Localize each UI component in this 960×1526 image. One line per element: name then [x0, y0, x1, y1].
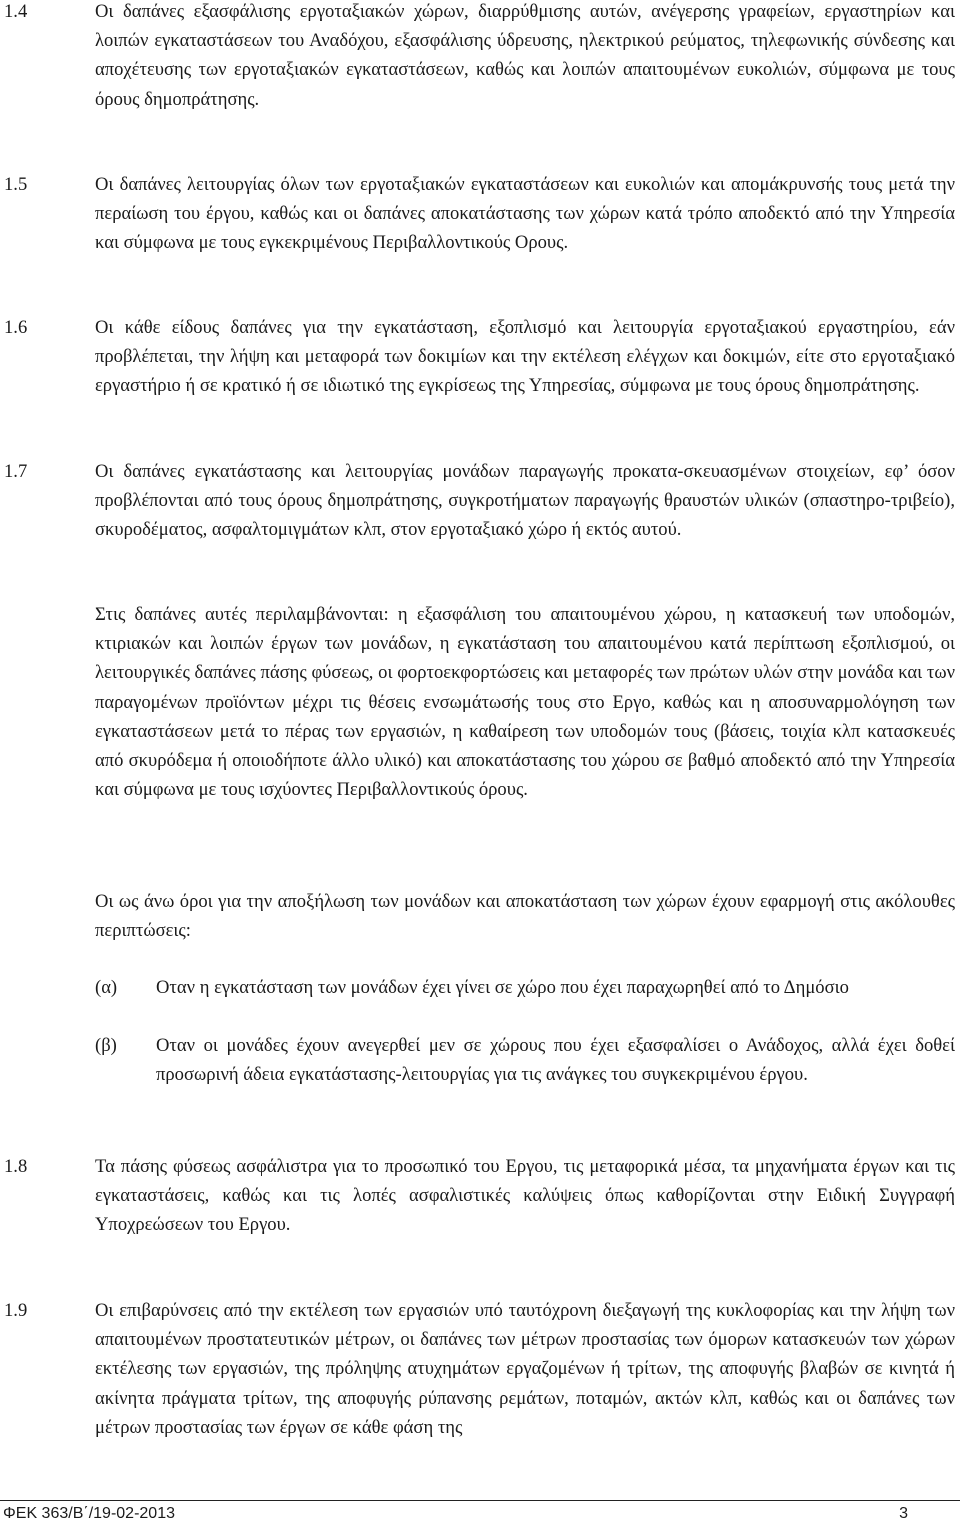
clause-paragraph: Στις δαπάνες αυτές περιλαμβάνονται: η εξασφάλιση του απαιτουμένου χώρου, η κατασκευή των υποδομών, κτιριακών και λοιπών έργων των μονάδων, η εγκατάσταση του απαιτουμένου κατά περίπτωση εξοπλισμού, οι λειτουργικές δαπάνες πάσης φύσεως, οι φορτοεκφορτώσεις και μεταφορές των πρώτων υλών στην μονάδα και των παραγομένων προϊόντων μέχρι τις θέσεις ενσωμάτωσής τους στο Εργο, καθώς και η αποσυναρμολόγηση των εγκαταστάσεων μετά το πέρας των εργασιών, η καθαίρεση των υποδομών τους (βάσεις, τοιχία κλπ κατασκευές από σκυρόδεμα ή οποιοδήποτε άλλο υλικό) και αποκατάστασης του χώρου σε βαθμό αποδεκτό από την Υπηρεσία και σύμφωνα με τους ισχύοντες Περιβαλλοντικούς όρους. [95, 604, 955, 801]
clause-number: 1.4 [4, 1, 28, 22]
clause-text: Οι δαπάνες εξασφάλισης εργοταξιακών χώρων, διαρρύθμισης αυτών, ανέγερσης γραφείων, εργαστηρίων και λοιπών εγκαταστάσεων του Αναδόχου, εξασφάλισης ύδρευσης, ηλεκτρικού ρεύματος, τηλεφωνικής σύνδεσης και αποχέτευσης των εργοταξιακών εγκαταστάσεων, καθώς και λοιπών απαιτουμένων ευκολιών, σύμφωνα με τους όρους δημοπράτησης. [95, 1, 955, 110]
clause-text: Οι δαπάνες εγκατάστασης και λειτουργίας μονάδων παραγωγής προκατα-σκευασμένων στοιχείων, εφ’ όσον προβλέπονται από τους όρους δημοπράτησης, συγκροτήματων παραγωγής θραυστών υλικών (σπαστηρο-τριβείο), σκυροδέματος, ασφαλτομιγμάτων κλπ, στον εργοταξιακό χώρο ή εκτός αυτού. [95, 461, 955, 541]
clause-paragraph: Οι ως άνω όροι για την αποξήλωση των μονάδων και αποκατάσταση των χώρων έχουν εφαρμογή στις ακόλουθες περιπτώσεις: [95, 891, 955, 942]
gazette-reference: ΦΕΚ 363/Β΄/19-02-2013 [3, 1505, 175, 1522]
page-number: 3 [899, 1505, 908, 1522]
clause-text: Τα πάσης φύσεως ασφάλιστρα για το προσωπικό του Εργου, τις μεταφορικά μέσα, τα μηχανήματα έργων και τις εγκαταστάσεις, καθώς και τις λοπές ασφαλιστικές καλύψεις όπως καθορίζονται στην Ειδική Συγγραφή Υποχρεώσεων του Εργου. [95, 1156, 955, 1236]
case-label: (β) [95, 1035, 117, 1056]
clause-number: 1.7 [4, 461, 28, 482]
clause-text: Οι επιβαρύνσεις από την εκτέλεση των εργασιών υπό ταυτόχρονη διεξαγωγή της κυκλοφορίας και την λήψη των απαιτουμένων προστατευτικών μέτρων, οι δαπάνες των μέτρων προστασίας των όμορων κατασκευών των χώρων εκτέλεσης των εργασιών, της πρόληψης ατυχημάτων εργαζομένων ή τρίτων, της αποφυγής βλαβών σε κινητά ή ακίνητα πράγματα τρίτων, της αποφυγής ρύπανσης ρεμάτων, ποταμών, ακτών κλπ, καθώς και οι δαπάνες των μέτρων προστασίας των έργων σε κάθε φάση της [95, 1300, 955, 1438]
case-text: Οταν οι μονάδες έχουν ανεγερθεί μεν σε χώρους που έχει εξασφαλίσει ο Ανάδοχος, αλλά έχει δοθεί προσωρινή άδεια εγκατάστασης-λειτουργίας για τις ανάγκες του συγκεκριμένου έργου. [156, 1035, 955, 1086]
clause-number: 1.9 [4, 1300, 28, 1321]
footer-divider [0, 1500, 960, 1501]
case-label: (α) [95, 977, 118, 998]
case-text: Οταν η εγκατάσταση των μονάδων έχει γίνει σε χώρο που έχει παραχωρηθεί από το Δημόσιο [156, 977, 849, 998]
clause-text: Οι κάθε είδους δαπάνες για την εγκατάσταση, εξοπλισμό και λειτουργία εργοταξιακού εργαστηρίου, εάν προβλέπεται, την λήψη και μεταφορά των δοκιμίων και την εκτέλεση ελέγχων και δοκιμών, είτε στο εργοταξιακό εργαστήριο ή σε κρατικό ή σε ιδιωτικό της εγκρίσεως της Υπηρεσίας, σύμφωνα με τους όρους δημοπράτησης. [95, 317, 955, 397]
clause-number: 1.8 [4, 1156, 28, 1177]
clause-text: Οι δαπάνες λειτουργίας όλων των εργοταξιακών εγκαταστάσεων και ευκολιών και απομάκρυνσής τους μετά την περαίωση του έργου, καθώς και οι δαπάνες αποκατάστασης των χώρων κατά τρόπο αποδεκτό από την Υπηρεσία και σύμφωνα με τους εγκεκριμένους Περιβαλλοντικούς Ορους. [95, 174, 955, 254]
clause-number: 1.6 [4, 317, 28, 338]
clause-number: 1.5 [4, 174, 28, 195]
